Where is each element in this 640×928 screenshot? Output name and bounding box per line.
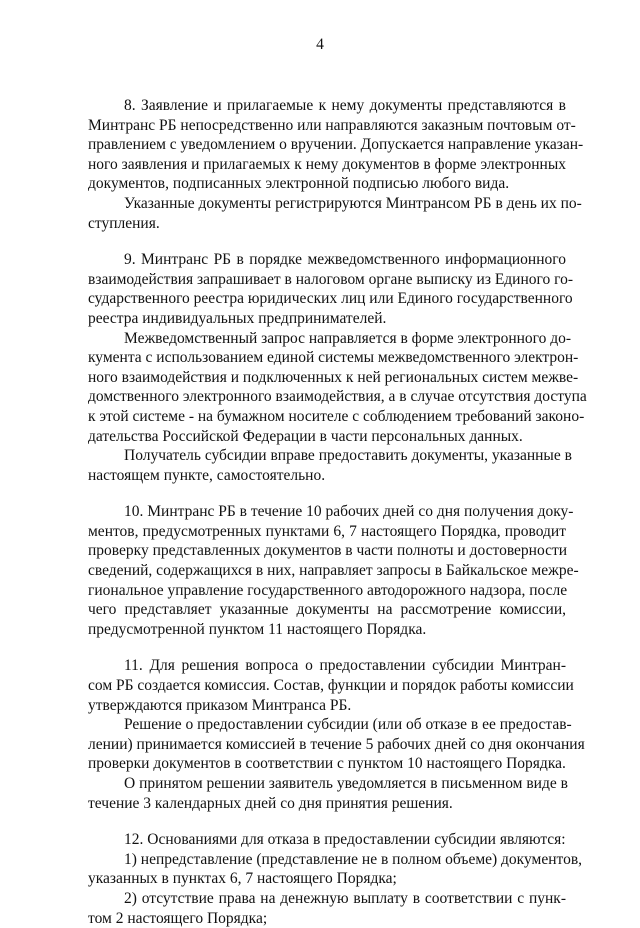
text-line: проверки документов в соответствии с пунктом 10 настоящего Порядка. — [88, 755, 566, 773]
paragraph-12-item-2 — [88, 889, 566, 928]
paragraph-9 — [88, 250, 573, 328]
paragraph-10 — [88, 502, 579, 639]
text-line: 10. Минтранс РБ в течение 10 рабочих дней со дня получения доку- — [124, 503, 574, 521]
paragraph-12 — [88, 830, 566, 850]
text-line: 9. Минтранс РБ в порядке межведомственного информационного — [124, 251, 566, 269]
text-line: сведений, содержащихся в них, направляет запросы в Байкальское межре- — [88, 562, 579, 580]
paragraph-gap — [88, 233, 566, 250]
text-line: Решение о предоставлении субсидии (или об отказе в ее предостав- — [124, 716, 572, 734]
document-body — [88, 96, 587, 928]
text-line: том 2 настоящего Порядка; — [88, 909, 268, 927]
paragraph-gap — [88, 813, 566, 830]
text-line: утверждаются приказом Минтранса РБ. — [88, 696, 352, 714]
text-line: чего представляет указанные документы на рассмотрение комиссии, — [88, 601, 566, 619]
paragraph-9-interagency-request — [88, 329, 587, 447]
text-line: документов, подписанных электронной подписью любого вида. — [88, 175, 510, 193]
text-line: Межведомственный запрос направляется в форме электронного до- — [124, 329, 572, 347]
text-line: сом РБ создается комиссия. Состав, функции и порядок работы комиссии — [88, 677, 574, 695]
text-line: ного взаимодействия и подключенных к ней региональных систем межве- — [88, 368, 579, 386]
text-line: указанных в пунктах 6, 7 настоящего Порядка; — [88, 870, 397, 888]
paragraph-9-self-submission — [88, 446, 572, 485]
text-line: 8. Заявление и прилагаемые к нему документы представляются в — [124, 97, 566, 114]
text-line: 12. Основаниями для отказа в предоставлении субсидии являются: — [124, 831, 566, 849]
text-line: ступления. — [88, 214, 160, 232]
text-line: взаимодействия запрашивает в налоговом органе выписку из Единого го- — [88, 270, 573, 288]
paragraph-11-notification — [88, 774, 566, 813]
text-line: О принятом решении заявитель уведомляется в письменном виде в — [124, 775, 568, 792]
text-line: к этой системе - на бумажном носителе с соблюдением требований законо- — [88, 407, 585, 425]
paragraph-11 — [88, 656, 574, 715]
paragraph-11-decision — [88, 715, 585, 774]
text-line: ного заявления и прилагаемых к нему документов в форме электронных — [88, 155, 566, 173]
text-line: правлением с уведомлением о вручении. Допускается направление указан- — [88, 136, 584, 154]
paragraph-gap — [88, 485, 566, 502]
text-line: предусмотренной пунктом 11 настоящего Порядка. — [88, 620, 427, 638]
paragraph-8-registration — [88, 194, 582, 233]
text-line: Указанные документы регистрируются Минтрансом РБ в день их по- — [124, 194, 582, 212]
text-line: 11. Для решения вопроса о предоставлении субсидии Минтран- — [124, 657, 566, 675]
text-line: кумента с использованием единой системы межведомственного электрон- — [88, 349, 579, 367]
text-line: течение 3 календарных дней со дня принятия решения. — [88, 794, 453, 812]
text-line: дательства Российской Федерации в части персональных данных. — [88, 427, 523, 445]
text-line: 2) отсутствие права на денежную выплату в соответствии с пунк- — [124, 889, 566, 907]
text-line: реестра индивидуальных предпринимателей. — [88, 309, 387, 327]
paragraph-8 — [88, 96, 584, 194]
text-line: проверку представленных документов в части полноты и достоверности — [88, 542, 568, 560]
paragraph-12-item-1 — [88, 850, 583, 889]
text-line: ментов, предусмотренных пунктами 6, 7 настоящего Порядка, проводит — [88, 522, 566, 540]
text-line: 1) непредставление (представление не в полном объеме) документов, — [124, 850, 583, 868]
text-line: настоящем пункте, самостоятельно. — [88, 466, 326, 484]
text-line: гиональное управление государственного автодорожного надзора, после — [88, 581, 568, 599]
text-line: домственного электронного взаимодействия, а в случае отсутствия доступа — [88, 388, 587, 406]
paragraph-gap — [88, 639, 566, 656]
text-line: Получатель субсидии вправе предоставить документы, указанные в — [124, 447, 572, 465]
page-number: 4 — [316, 36, 324, 53]
text-line: Минтранс РБ непосредственно или направляются заказным почтовым от- — [88, 116, 576, 134]
text-line: сударственного реестра юридических лиц или Единого государственного — [88, 290, 573, 308]
text-line: лении) принимается комиссией в течение 5 рабочих дней со дня окончания — [88, 735, 585, 753]
